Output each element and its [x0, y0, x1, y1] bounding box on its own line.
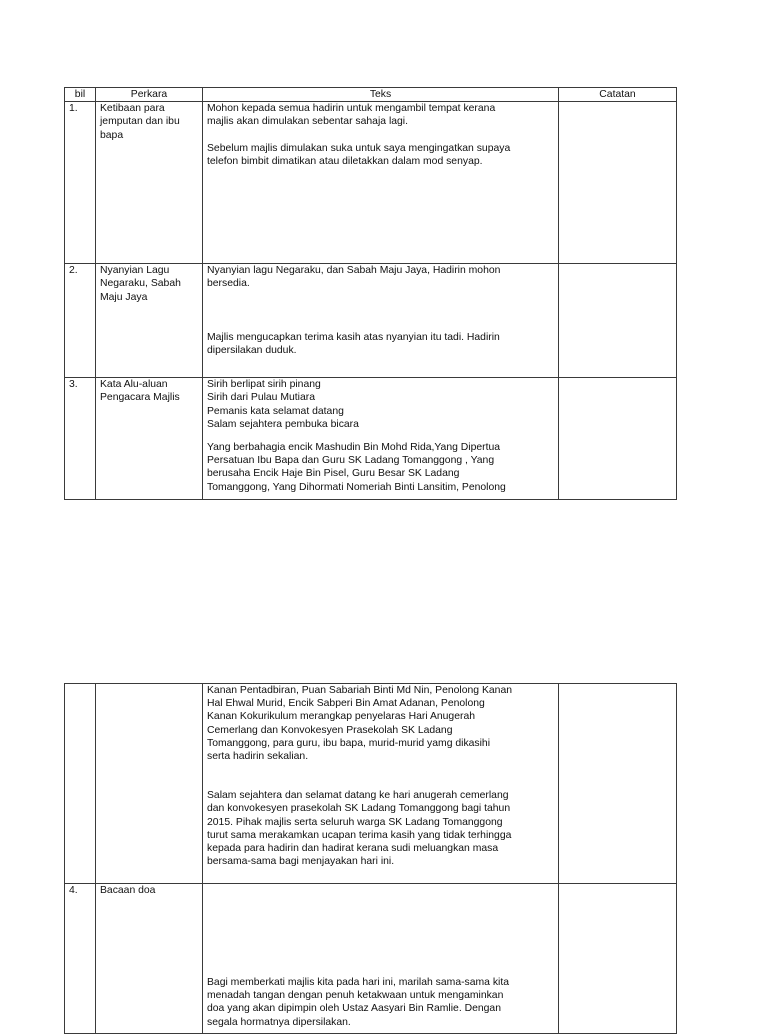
header-perkara: Perkara — [96, 88, 203, 102]
teks-line: Bagi memberkati majlis kita pada hari ini, marilah sama-sama kita — [207, 977, 510, 988]
teks-line: menadah tangan dengan penuh ketakwaan untuk mengaminkan — [207, 990, 504, 1002]
row-teks — [203, 264, 559, 378]
teks-line: Majlis mengucapkan terima kasih atas nyanyian itu tadi. Hadirin — [207, 331, 500, 343]
perkara-line: jemputan dan ibu — [100, 116, 180, 128]
row-catatan — [559, 884, 677, 1034]
table-header-row — [65, 88, 677, 102]
perkara-line: Kata Alu-aluan — [100, 379, 168, 391]
perkara-line: Ketibaan para — [100, 103, 165, 115]
row-perkara — [96, 102, 203, 264]
teks-line: Tomanggong, para guru, ibu bapa, murid-murid yamg dikasihi — [207, 737, 491, 749]
teks-line: Yang berbahagia encik Mashudin Bin Mohd Rida,Yang Dipertua — [207, 442, 501, 454]
row-catatan — [559, 102, 677, 264]
teks-line: Persatuan Ibu Bapa dan Guru SK Ladang Tomanggong , Yang — [207, 455, 495, 467]
perkara-line: Nyanyian Lagu — [100, 265, 170, 277]
row-teks — [203, 884, 559, 1034]
row-teks — [203, 102, 559, 264]
row-number: 4. — [65, 884, 96, 1034]
teks-line: dan konvokesyen prasekolah SK Ladang Tomanggong bagi tahun — [207, 803, 511, 815]
teks-line: Salam sejahtera pembuka bicara — [207, 418, 359, 430]
teks-line: Nyanyian lagu Negaraku, dan Sabah Maju Jaya, Hadirin mohon — [207, 265, 501, 277]
row-number: 3. — [65, 378, 96, 500]
row-perkara — [96, 378, 203, 500]
table-row — [65, 264, 677, 378]
teks-line: bersama-sama bagi menjayakan hari ini. — [207, 856, 395, 868]
row-perkara — [96, 684, 203, 884]
row-number — [65, 684, 96, 884]
teks-line: turut sama merakamkan ucapan terima kasih yang tidak terhingga — [207, 829, 512, 841]
table-row-continuation — [65, 684, 677, 884]
perkara-line: Pengacara Majlis — [100, 392, 180, 404]
teks-line: segala hormatnya dipersilakan. — [207, 1016, 351, 1028]
teks-line: Tomanggong, Yang Dihormati Nomeriah Binti Lansitim, Penolong — [207, 481, 506, 493]
row-teks — [203, 684, 559, 884]
row-teks — [203, 378, 559, 500]
table-row — [65, 102, 677, 264]
row-catatan — [559, 264, 677, 378]
header-catatan: Catatan — [559, 88, 677, 102]
teks-line: bersedia. — [207, 278, 250, 290]
row-number: 2. — [65, 264, 96, 378]
teks-line: serta hadirin sekalian. — [207, 751, 309, 763]
row-number: 1. — [65, 102, 96, 264]
header-teks: Teks — [203, 88, 559, 102]
teks-line: Hal Ehwal Murid, Encik Sabperi Bin Amat Adanan, Penolong — [207, 698, 485, 710]
table-row — [65, 378, 677, 500]
row-perkara — [96, 264, 203, 378]
row-catatan — [559, 684, 677, 884]
teks-line: kepada para hadirin dan hadirat kerana sudi meluangkan masa — [207, 843, 499, 855]
perkara-line: Bacaan doa — [100, 885, 156, 896]
teks-line: dipersilakan duduk. — [207, 344, 297, 356]
header-bil: bil — [65, 88, 96, 102]
teks-line: Sirih dari Pulau Mutiara — [207, 392, 315, 404]
teks-line: Kanan Kokurikulum merangkap penyelaras Hari Anugerah — [207, 711, 476, 723]
teks-line: telefon bimbit dimatikan atau diletakkan dalam mod senyap. — [207, 155, 483, 167]
table-row — [65, 884, 677, 1034]
row-perkara — [96, 884, 203, 1034]
perkara-line: Maju Jaya — [100, 291, 148, 303]
teks-line: 2015. Pihak majlis serta seluruh warga SK Ladang Tomanggong — [207, 816, 503, 828]
program-table-page-2 — [64, 683, 677, 1034]
teks-line: Sirih berlipat sirih pinang — [207, 379, 321, 391]
teks-line: Pemanis kata selamat datang — [207, 405, 344, 417]
perkara-line: Negaraku, Sabah — [100, 278, 181, 290]
teks-line: doa yang akan dipimpin oleh Ustaz Aasyari Bin Ramlie. Dengan — [207, 1003, 501, 1015]
teks-line: Sebelum majlis dimulakan suka untuk saya mengingatkan supaya — [207, 142, 511, 154]
teks-line: Cemerlang dan Konvokesyen Prasekolah SK Ladang — [207, 724, 453, 736]
teks-line: berusaha Encik Haje Bin Pisel, Guru Besar SK Ladang — [207, 468, 460, 480]
program-table-page-1 — [64, 87, 677, 500]
perkara-line: bapa — [100, 129, 124, 141]
teks-line: majlis akan dimulakan sebentar sahaja lagi. — [207, 116, 408, 128]
teks-line: Mohon kepada semua hadirin untuk mengambil tempat kerana — [207, 103, 496, 115]
teks-line: Kanan Pentadbiran, Puan Sabariah Binti Md Nin, Penolong Kanan — [207, 685, 513, 696]
row-catatan — [559, 378, 677, 500]
teks-line: Salam sejahtera dan selamat datang ke hari anugerah cemerlang — [207, 790, 509, 802]
